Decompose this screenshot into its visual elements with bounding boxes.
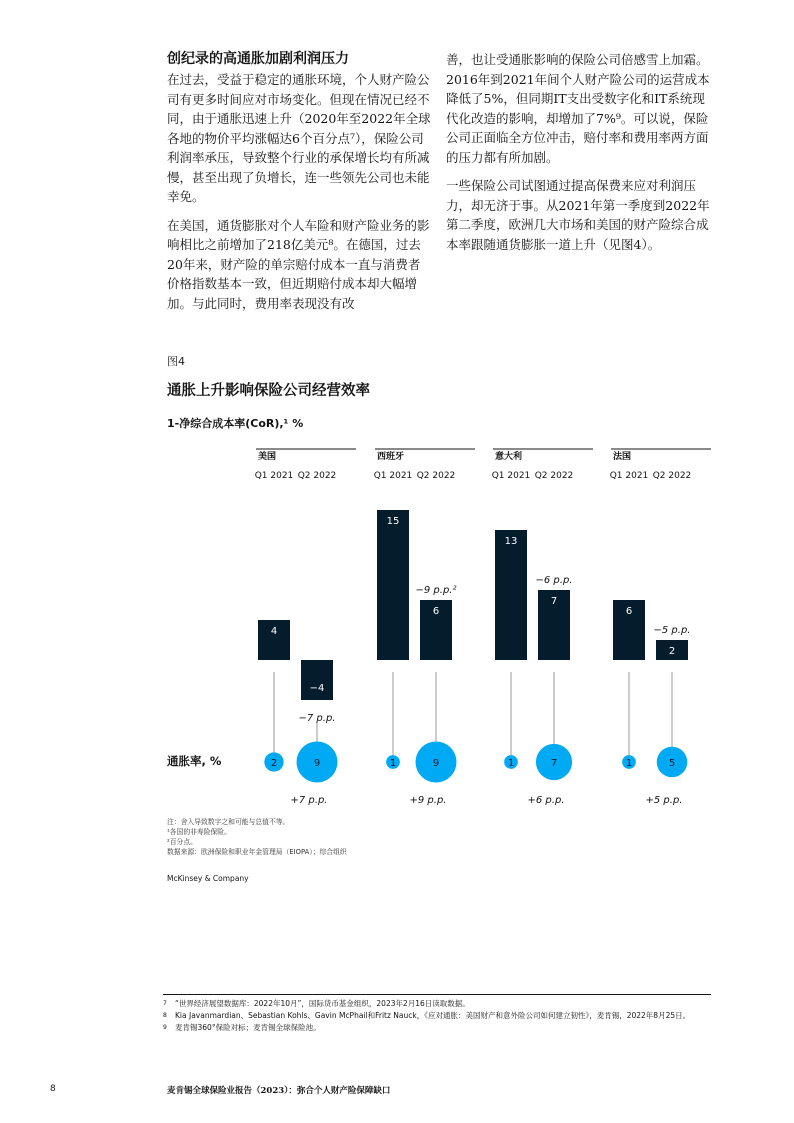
section-heading: 创纪录的高通胀加剧利润压力: [167, 51, 349, 67]
bar-value-label: 6: [432, 606, 440, 617]
footnote: [163, 1022, 713, 1033]
bar: [377, 510, 409, 660]
note-line: 数据来源：欧洲保险和职业年金管理局（EIOPA）；综合组织: [167, 848, 347, 856]
chart-axis-label: 1-净综合成本率(CoR),¹ %: [167, 417, 304, 430]
inflation-change-annotation: +5 p.p.: [645, 795, 683, 806]
footnote-number: 8: [163, 1012, 167, 1019]
change-annotation: −6 p.p.: [535, 575, 573, 586]
footnote-number: 9: [163, 1024, 167, 1031]
footnote-text: Kia Javanmardian、Sebastian Kohls、Gavin McPhail和Fritz Nauck，《应对通胀：美国财产和意外险公司如何建立韧性》，麦肯锡，2022年8月25日。: [175, 1011, 691, 1020]
bar-value-label: 4: [270, 626, 278, 637]
footnote-text: “世界经济展望数据库：2022年10月”，国际货币基金组织，2023年2月16日读取数据。: [175, 999, 470, 1008]
period-tick-label: Q2 2022: [534, 471, 574, 481]
bar-value-label: 6: [625, 606, 633, 617]
paragraph: 在过去，受益于稳定的通胀环境，个人财产险公司有更多时间应对市场变化。但现在情况已经不同，由于通胀迅速上升（2020年至2022年全球各地的物价平均涨幅达6个百分点⁷），保险公司利润率承压，导致整个行业的承保增长均有所减慢，甚至出现了负增长，连一些领先公司也未能幸免。: [167, 72, 431, 204]
period-tick-label: Q2 2022: [297, 471, 337, 481]
inflation-change-annotation: +9 p.p.: [409, 795, 447, 806]
note-line: 注：舍入导致数字之和可能与总值不等。: [167, 818, 290, 826]
inflation-change-annotation: +6 p.p.: [527, 795, 565, 806]
period-tick-label: Q2 2022: [416, 471, 456, 481]
figure-notes: [167, 817, 347, 857]
bar: [495, 530, 527, 660]
inflation-value-label: 2: [270, 758, 278, 769]
page-number: 8: [50, 1084, 56, 1094]
footnote-text: 麦肯锡360°保险对标；麦肯锡全球保险池。: [175, 1023, 321, 1032]
change-annotation: −5 p.p.: [653, 625, 691, 636]
period-tick-label: Q1 2021: [491, 471, 531, 481]
bar-value-label: 13: [504, 536, 518, 547]
period-tick-label: Q2 2022: [652, 471, 692, 481]
country-label: 意大利: [495, 452, 523, 462]
paragraph: 善，也让受通胀影响的保险公司倍感雪上加霜。2016年到2021年间个人财产险公司的运营成本降低了5%，但同期IT支出受数字化和IT系统现代化改造的影响，却增加了7%⁹。可以说，保险公司正面临全方位冲击，赔付率和费用率两方面的压力都有所加剧。: [446, 52, 710, 165]
bar-value-label: 2: [668, 646, 676, 657]
running-footer-title: 麦肯锡全球保险业报告（2023）：弥合个人财产险保障缺口: [167, 1086, 391, 1096]
inflation-value-label: 1: [389, 758, 397, 769]
footnotes-divider: [163, 994, 711, 995]
inflation-value-label: 9: [313, 758, 321, 769]
change-annotation: −9 p.p.²: [415, 585, 457, 596]
footnotes: [163, 998, 713, 1034]
country-label: 美国: [258, 452, 277, 462]
paragraph: 一些保险公司试图通过提高保费来应对利润压力，却无济于事。从2021年第一季度到2022年第二季度，欧洲几大市场和美国的财产险综合成本率跟随通货膨胀一道上升（见图4）。: [446, 178, 710, 252]
change-annotation: −7 p.p.: [298, 713, 336, 724]
period-tick-label: Q1 2021: [373, 471, 413, 481]
inflation-value-label: 1: [507, 758, 515, 769]
bar-value-label: −4: [309, 683, 325, 694]
country-label: 西班牙: [377, 452, 405, 462]
bar-value-label: 15: [386, 516, 400, 527]
figure-label: 图4: [167, 355, 185, 368]
note-line: ²百分点。: [167, 838, 197, 846]
footnote: [163, 1010, 713, 1021]
bar-value-label: 7: [550, 596, 558, 607]
inflation-value-label: 9: [432, 758, 440, 769]
note-line: ¹各国的非寿险保险。: [167, 828, 231, 836]
figure-title: 通胀上升影响保险公司经营效率: [167, 382, 370, 399]
inflation-row-label: 通胀率, %: [167, 754, 222, 768]
inflation-value-label: 1: [625, 758, 633, 769]
brand-label: McKinsey & Company: [167, 874, 249, 883]
period-tick-label: Q1 2021: [609, 471, 649, 481]
inflation-value-label: 5: [668, 758, 676, 769]
country-label: 法国: [613, 452, 632, 462]
period-tick-label: Q1 2021: [254, 471, 294, 481]
footnote: [163, 998, 713, 1009]
bar: [301, 660, 333, 700]
paragraph: 在美国，通货膨胀对个人车险和财产险业务的影响相比之前增加了218亿美元⁸。在德国，过去20年来，财产险的单宗赔付成本一直与消费者价格指数基本一致，但近期赔付成本却大幅增加。与此同时，费用率表现没有改: [167, 217, 430, 311]
inflation-value-label: 7: [550, 758, 558, 769]
footnote-number: 7: [163, 1000, 167, 1007]
inflation-change-annotation: +7 p.p.: [290, 795, 328, 806]
